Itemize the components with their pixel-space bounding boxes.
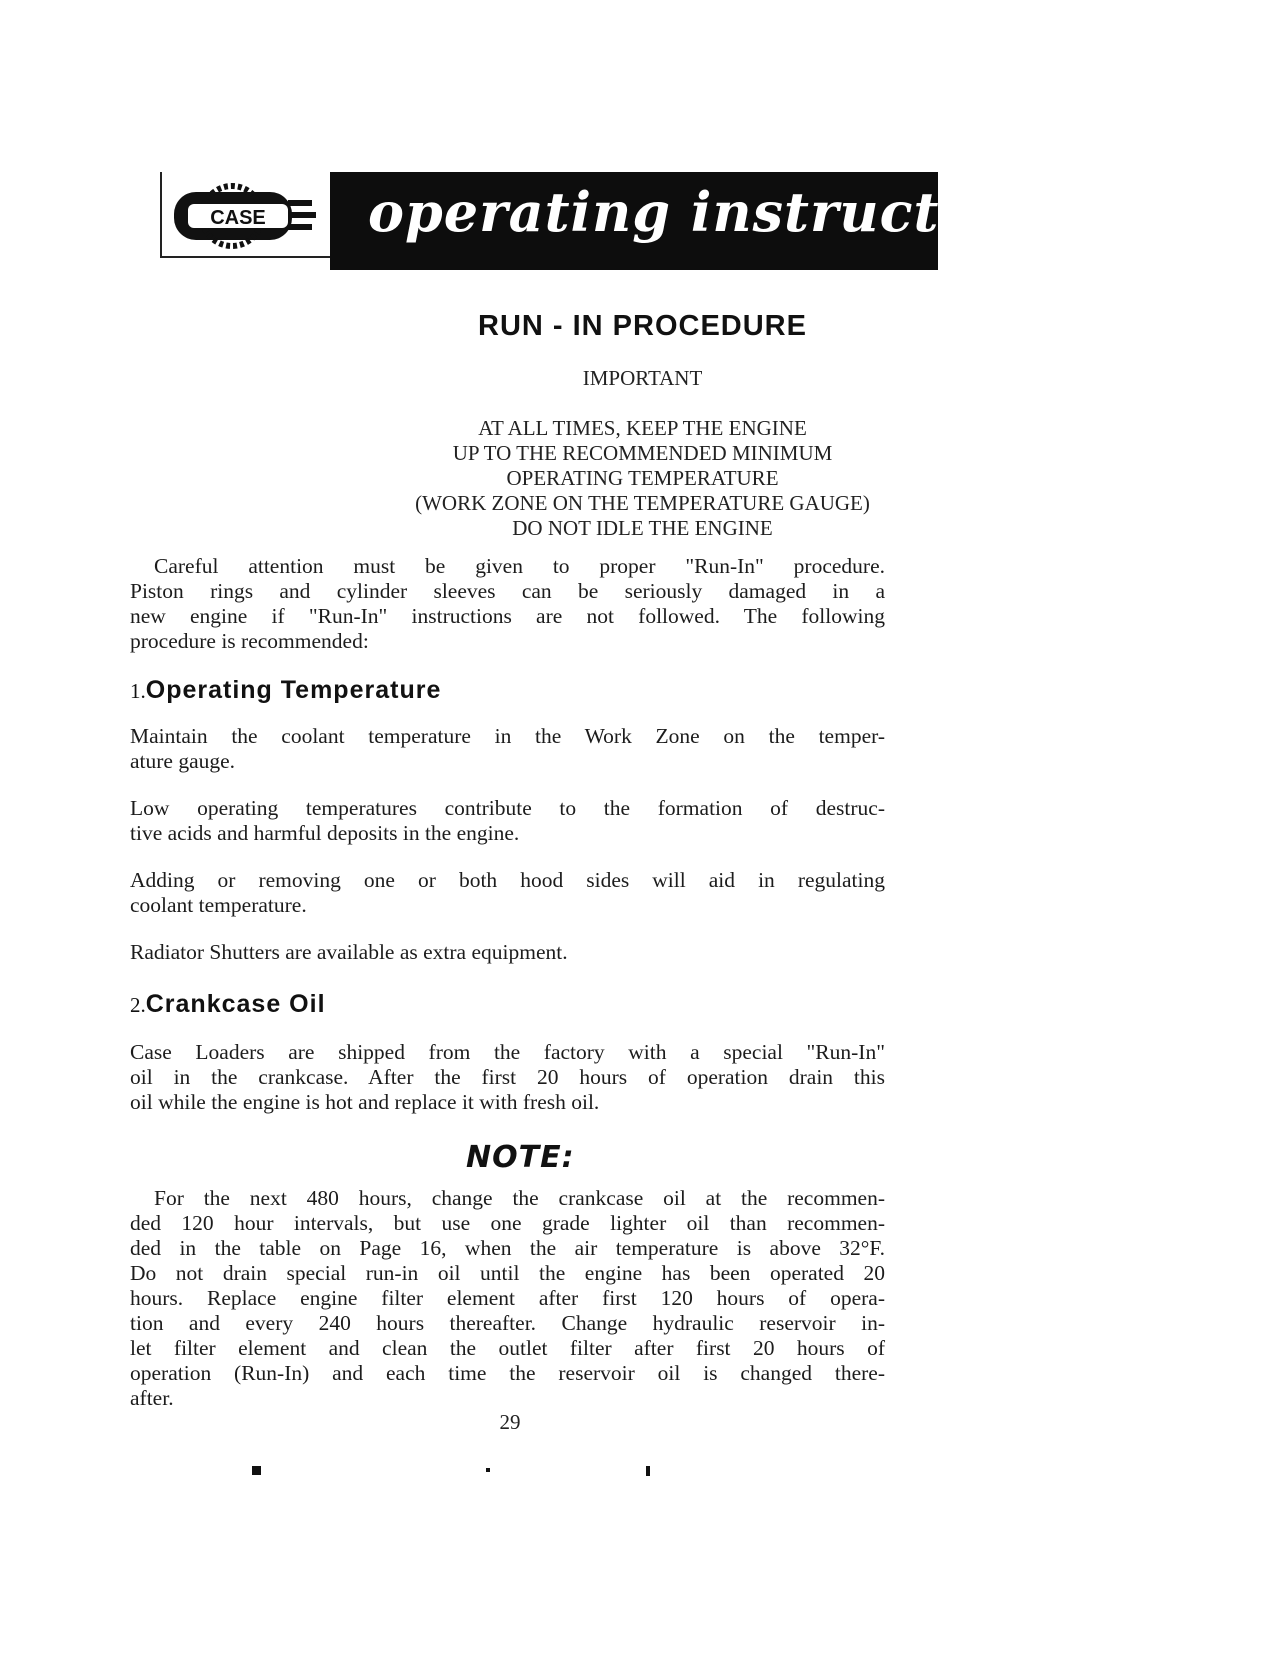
- scan-mark: [646, 1466, 650, 1476]
- text-line: hours. Replace engine filter element after first 120 hours of opera-: [130, 1286, 885, 1310]
- text-line: Radiator Shutters are available as extra equipment.: [130, 940, 568, 964]
- text-line: Do not drain special run-in oil until the engine has been operated 20: [130, 1261, 885, 1285]
- section-number: 1.: [130, 679, 146, 703]
- text-line: Careful attention must be given to proper "Run-In" procedure.: [154, 554, 885, 578]
- intro-paragraph: [130, 554, 885, 654]
- text-line: coolant temperature.: [130, 893, 307, 917]
- section-number: 2.: [130, 993, 146, 1017]
- text-line: procedure is recommended:: [130, 629, 369, 653]
- banner-title: operating instructions: [368, 180, 1070, 244]
- header-banner: [160, 172, 1070, 270]
- text-line: oil while the engine is hot and replace it with fresh oil.: [130, 1090, 600, 1114]
- text-line: Piston rings and cylinder sleeves can be seriously damaged in a: [130, 579, 885, 603]
- text-line: let filter element and clean the outlet filter after first 20 hours of: [130, 1336, 885, 1360]
- warning-block: [0, 416, 1285, 541]
- text-line: Adding or removing one or both hood sides will aid in regulating: [130, 868, 885, 892]
- text-line: oil in the crankcase. After the first 20 hours of operation drain this: [130, 1065, 885, 1089]
- text-line: tive acids and harmful deposits in the engine.: [130, 821, 520, 845]
- text-line: operation (Run-In) and each time the reservoir oil is changed there-: [130, 1361, 885, 1385]
- logo-text: CASE: [210, 207, 266, 229]
- case-eagle-logo-icon: [170, 182, 320, 250]
- text-line: ded in the table on Page 16, when the air temperature is above 32°F.: [130, 1236, 885, 1260]
- warning-line: (WORK ZONE ON THE TEMPERATURE GAUGE): [415, 491, 870, 515]
- important-label: IMPORTANT: [582, 366, 703, 390]
- text-line: tion and every 240 hours thereafter. Change hydraulic reservoir in-: [130, 1311, 885, 1335]
- scan-mark: [252, 1466, 261, 1475]
- text-line: ded 120 hour intervals, but use one grade lighter oil than recommen-: [130, 1211, 885, 1235]
- paragraph: [130, 1040, 885, 1115]
- section-title: Operating Temperature: [145, 676, 442, 704]
- warning-line: UP TO THE RECOMMENDED MINIMUM: [452, 441, 833, 465]
- note-paragraph: [130, 1186, 885, 1411]
- page-title: RUN - IN PROCEDURE: [478, 310, 807, 342]
- warning-line: DO NOT IDLE THE ENGINE: [512, 516, 773, 540]
- section-heading-crankcase-oil: [130, 990, 326, 1019]
- paragraph: [130, 940, 885, 965]
- note-label: NOTE:: [466, 1140, 575, 1175]
- scan-mark: [486, 1468, 490, 1472]
- text-line: For the next 480 hours, change the crankcase oil at the recommen-: [154, 1186, 885, 1210]
- warning-line: AT ALL TIMES, KEEP THE ENGINE: [478, 416, 807, 440]
- text-line: after.: [130, 1386, 174, 1410]
- text-line: Case Loaders are shipped from the factory with a special "Run-In": [130, 1040, 885, 1064]
- section-heading-operating-temperature: [130, 676, 441, 705]
- paragraph: [130, 796, 885, 846]
- paragraph: [130, 724, 885, 774]
- page-number: 29: [499, 1410, 521, 1434]
- text-line: Low operating temperatures contribute to the formation of destruc-: [130, 796, 885, 820]
- text-line: ature gauge.: [130, 749, 236, 773]
- title-bar: [330, 172, 1070, 270]
- warning-line: OPERATING TEMPERATURE: [506, 466, 779, 490]
- text-line: Maintain the coolant temperature in the Work Zone on the temper-: [130, 724, 885, 748]
- text-line: new engine if "Run-In" instructions are not followed. The following: [130, 604, 885, 628]
- section-title: Crankcase Oil: [145, 990, 326, 1018]
- paragraph: [130, 868, 885, 918]
